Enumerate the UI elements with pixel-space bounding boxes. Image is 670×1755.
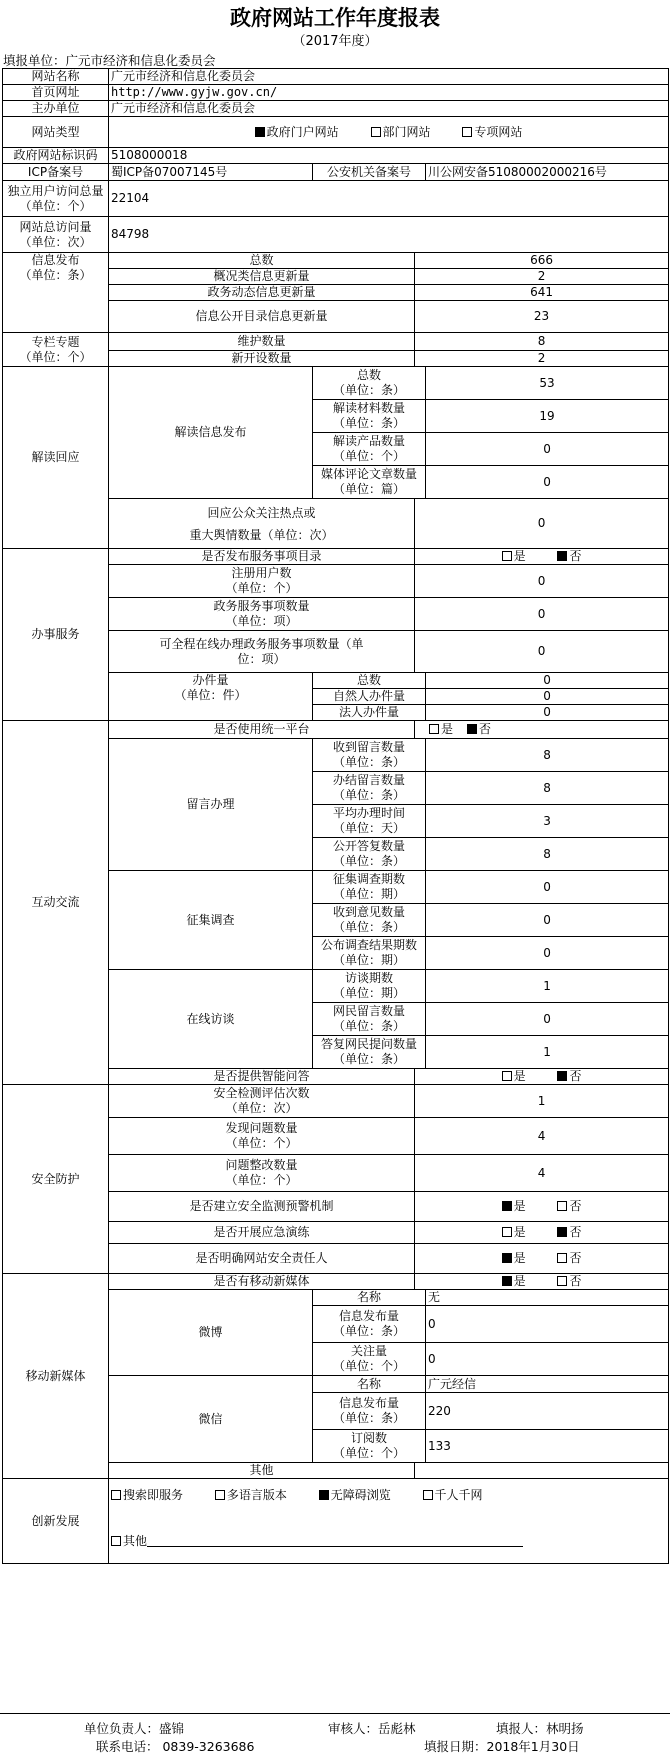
interpret-material-label: 解读材料数量 （单位：条） <box>313 400 426 433</box>
checkbox-checked-icon <box>319 1490 329 1500</box>
innovation-accessible: 无障碍浏览 <box>319 1488 391 1502</box>
interact-net-msg-value: 0 <box>426 1003 669 1036</box>
row-security-eval <box>3 1085 669 1118</box>
home-url-value: http://www.gyjw.gov.cn/ <box>109 85 669 101</box>
security-warning-options: 是 否 <box>415 1192 669 1222</box>
row-service-catalog <box>3 549 669 565</box>
footer-phone: 联系电话： 0839-3263686 <box>96 1739 255 1754</box>
security-drill-options: 是 否 <box>415 1222 669 1244</box>
interact-opinion-value: 0 <box>426 904 669 937</box>
wechat-name-value: 广元经信 <box>426 1376 669 1393</box>
row-icp <box>3 164 669 181</box>
innovation-personal: 千人千网 <box>423 1488 483 1502</box>
service-legal-value: 0 <box>426 705 669 721</box>
wechat-name-label: 名称 <box>313 1376 426 1393</box>
column-maintain-value: 8 <box>415 333 669 351</box>
interpret-product-value: 0 <box>426 433 669 466</box>
mobile-has-label: 是否有移动新媒体 <box>109 1274 415 1290</box>
service-handled-total-value: 0 <box>426 673 669 689</box>
pv-label: 网站总访问量 （单位：次） <box>3 217 109 253</box>
row-site-type <box>3 117 669 148</box>
wechat-pub-value: 220 <box>426 1393 669 1430</box>
checkbox-checked-icon <box>467 724 477 734</box>
icp-value: 蜀ICP备07007145号 <box>109 164 313 181</box>
report-table <box>2 68 669 1564</box>
interact-platform-options: 是 否 <box>415 721 669 739</box>
row-sponsor <box>3 101 669 117</box>
interact-received-label: 收到留言数量 （单位：条） <box>313 739 426 772</box>
checkbox-checked-icon <box>557 1227 567 1237</box>
service-online-label: 可全程在线办理政务服务事项数量（单 位：项） <box>109 631 415 673</box>
footer-reviewer: 审核人：岳彪林 <box>328 1721 416 1736</box>
weibo-fans-label: 关注量 （单位：个） <box>313 1343 426 1376</box>
service-handled-label: 办件量 （单位：件） <box>109 673 313 721</box>
interact-survey-count-value: 0 <box>426 871 669 904</box>
site-name-label: 网站名称 <box>3 69 109 85</box>
checkbox-empty-icon <box>429 724 439 734</box>
interpret-media-label: 媒体评论文章数量 （单位：篇） <box>313 466 426 499</box>
interact-avg-value: 3 <box>426 805 669 838</box>
security-duty-label: 是否明确网站安全责任人 <box>109 1244 415 1274</box>
site-type-label: 网站类型 <box>3 117 109 148</box>
service-handled-total-label: 总数 <box>313 673 426 689</box>
interact-opinion-label: 收到意见数量 （单位：条） <box>313 904 426 937</box>
info-pub-label: 信息发布 （单位：条） <box>3 253 109 333</box>
interpret-respond-value: 0 <box>415 499 669 549</box>
interpret-total-value: 53 <box>426 367 669 400</box>
interact-result-label: 公布调查结果期数 （单位：期） <box>313 937 426 970</box>
sponsor-value: 广元市经济和信息化委员会 <box>109 101 669 117</box>
checkbox-checked-icon <box>502 1276 512 1286</box>
row-column-maintain <box>3 333 669 351</box>
checkbox-empty-icon <box>111 1490 121 1500</box>
interaction-label: 互动交流 <box>3 721 109 1085</box>
service-registered-value: 0 <box>415 565 669 598</box>
info-overview-value: 2 <box>415 269 669 285</box>
checkbox-checked-icon <box>557 1071 567 1081</box>
mobile-other-value <box>415 1463 669 1479</box>
row-site-name <box>3 69 669 85</box>
security-drill-label: 是否开展应急演练 <box>109 1222 415 1244</box>
interact-answer-label: 答复网民提问数量 （单位：条） <box>313 1036 426 1069</box>
innovation-other: 其他 <box>111 1533 666 1549</box>
service-catalog-options: 是 否 <box>415 549 669 565</box>
innovation-other-blank <box>147 1535 523 1547</box>
row-innovation <box>3 1479 669 1564</box>
innovation-options <box>109 1479 669 1564</box>
interpret-label: 解读回应 <box>3 367 109 549</box>
interact-interview-count-value: 1 <box>426 970 669 1003</box>
security-label: 安全防护 <box>3 1085 109 1274</box>
column-maintain-label: 维护数量 <box>109 333 415 351</box>
site-id-label: 政府网站标识码 <box>3 148 109 164</box>
service-items-label: 政务服务事项数量 （单位：项） <box>109 598 415 631</box>
row-home-url <box>3 85 669 101</box>
interact-result-value: 0 <box>426 937 669 970</box>
row-site-id <box>3 148 669 164</box>
interact-qa-label: 是否提供智能问答 <box>109 1069 415 1085</box>
service-legal-label: 法人办件量 <box>313 705 426 721</box>
interpret-product-label: 解读产品数量 （单位：个） <box>313 433 426 466</box>
icp-label: ICP备案号 <box>3 164 109 181</box>
checkbox-empty-icon <box>502 1071 512 1081</box>
footer-date: 填报日期：2018年1月30日 <box>424 1739 580 1754</box>
checkbox-empty-icon <box>462 127 472 137</box>
sponsor-label: 主办单位 <box>3 101 109 117</box>
interact-avg-label: 平均办理时间 （单位：天） <box>313 805 426 838</box>
footer-leader: 单位负责人：盛锦 <box>84 1721 185 1736</box>
interpret-material-value: 19 <box>426 400 669 433</box>
wechat-pub-label: 信息发布量 （单位：条） <box>313 1393 426 1430</box>
mobile-has-options: 是 否 <box>415 1274 669 1290</box>
uv-value: 22104 <box>109 181 669 217</box>
service-items-value: 0 <box>415 598 669 631</box>
weibo-pub-label: 信息发布量 （单位：条） <box>313 1306 426 1343</box>
innovation-label: 创新发展 <box>3 1479 109 1564</box>
info-total-label: 总数 <box>109 253 415 269</box>
row-info-total <box>3 253 669 269</box>
home-url-label: 首页网址 <box>3 85 109 101</box>
checkbox-empty-icon <box>111 1536 121 1546</box>
service-registered-label: 注册用户数 （单位：个） <box>109 565 415 598</box>
checkbox-checked-icon <box>557 551 567 561</box>
interact-interview-count-label: 访谈期数 （单位：期） <box>313 970 426 1003</box>
interpret-media-value: 0 <box>426 466 669 499</box>
interact-survey-label: 征集调查 <box>109 871 313 970</box>
checkbox-empty-icon <box>557 1276 567 1286</box>
pv-value: 84798 <box>109 217 669 253</box>
checkbox-empty-icon <box>557 1201 567 1211</box>
footer-filler: 填报人：林明扬 <box>496 1721 584 1736</box>
security-found-label: 发现问题数量 （单位：个） <box>109 1118 415 1155</box>
report-title: 政府网站工作年度报表 <box>230 5 440 30</box>
security-eval-value: 1 <box>415 1085 669 1118</box>
checkbox-empty-icon <box>557 1253 567 1263</box>
row-pv <box>3 217 669 253</box>
column-label: 专栏专题 （单位：个） <box>3 333 109 367</box>
interact-done-label: 办结留言数量 （单位：条） <box>313 772 426 805</box>
security-duty-options: 是 否 <box>415 1244 669 1274</box>
row-mobile-has <box>3 1274 669 1290</box>
column-new-value: 2 <box>415 351 669 367</box>
row-uv <box>3 181 669 217</box>
row-interpret-total <box>3 367 669 400</box>
wechat-label: 微信 <box>109 1376 313 1463</box>
security-warning-label: 是否建立安全监测预警机制 <box>109 1192 415 1222</box>
service-online-value: 0 <box>415 631 669 673</box>
report-year: （2017年度） <box>292 34 378 49</box>
footer-divider <box>0 1713 670 1714</box>
checkbox-checked-icon <box>502 1201 512 1211</box>
info-news-label: 政务动态信息更新量 <box>109 285 415 301</box>
service-person-label: 自然人办件量 <box>313 689 426 705</box>
column-new-label: 新开设数量 <box>109 351 415 367</box>
checkbox-empty-icon <box>423 1490 433 1500</box>
weibo-pub-value: 0 <box>426 1306 669 1343</box>
wechat-sub-value: 133 <box>426 1430 669 1463</box>
site-id-value: 5108000018 <box>109 148 669 164</box>
interact-qa-options: 是 否 <box>415 1069 669 1085</box>
innovation-multilang: 多语言版本 <box>215 1488 287 1502</box>
filling-unit: 填报单位：广元市经济和信息化委员会 <box>3 53 216 68</box>
interact-survey-count-label: 征集调查期数 （单位：期） <box>313 871 426 904</box>
interact-platform-label: 是否使用统一平台 <box>109 721 415 739</box>
security-fixed-label: 问题整改数量 （单位：个） <box>109 1155 415 1192</box>
site-name-value: 广元市经济和信息化委员会 <box>109 69 669 85</box>
interpret-total-label: 总数 （单位：条） <box>313 367 426 400</box>
weibo-name-value: 无 <box>426 1290 669 1306</box>
site-type-special: 专项网站 <box>462 125 522 140</box>
weibo-name-label: 名称 <box>313 1290 426 1306</box>
interact-public-label: 公开答复数量 （单位：条） <box>313 838 426 871</box>
innovation-search: 搜索即服务 <box>111 1488 183 1502</box>
checkbox-empty-icon <box>371 127 381 137</box>
police-label: 公安机关备案号 <box>313 164 426 181</box>
interpret-respond-label: 回应公众关注热点或 重大舆情数量（单位：次） <box>109 499 415 549</box>
site-type-options <box>109 117 669 148</box>
checkbox-empty-icon <box>215 1490 225 1500</box>
interact-net-msg-label: 网民留言数量 （单位：条） <box>313 1003 426 1036</box>
security-fixed-value: 4 <box>415 1155 669 1192</box>
interact-public-value: 8 <box>426 838 669 871</box>
interact-answer-value: 1 <box>426 1036 669 1069</box>
security-found-value: 4 <box>415 1118 669 1155</box>
mobile-other-label: 其他 <box>109 1463 415 1479</box>
weibo-fans-value: 0 <box>426 1343 669 1376</box>
security-eval-label: 安全检测评估次数 （单位：次） <box>109 1085 415 1118</box>
interact-received-value: 8 <box>426 739 669 772</box>
service-person-value: 0 <box>426 689 669 705</box>
interact-interview-label: 在线访谈 <box>109 970 313 1069</box>
info-overview-label: 概况类信息更新量 <box>109 269 415 285</box>
site-type-department: 部门网站 <box>371 125 431 140</box>
interpret-sub-label: 解读信息发布 <box>109 367 313 499</box>
mobile-label: 移动新媒体 <box>3 1274 109 1479</box>
info-catalog-value: 23 <box>415 301 669 333</box>
uv-label: 独立用户访问总量 （单位：个） <box>3 181 109 217</box>
info-news-value: 641 <box>415 285 669 301</box>
interact-done-value: 8 <box>426 772 669 805</box>
info-catalog-label: 信息公开目录信息更新量 <box>109 301 415 333</box>
site-type-portal: 政府门户网站 <box>255 125 339 140</box>
checkbox-empty-icon <box>502 551 512 561</box>
weibo-label: 微博 <box>109 1290 313 1376</box>
checkbox-checked-icon <box>255 127 265 137</box>
checkbox-empty-icon <box>502 1227 512 1237</box>
interact-message-label: 留言办理 <box>109 739 313 871</box>
service-label: 办事服务 <box>3 549 109 721</box>
wechat-sub-label: 订阅数 （单位：个） <box>313 1430 426 1463</box>
service-catalog-label: 是否发布服务事项目录 <box>109 549 415 565</box>
checkbox-checked-icon <box>502 1253 512 1263</box>
police-value: 川公网安备51080002000216号 <box>426 164 669 181</box>
row-interact-platform <box>3 721 669 739</box>
info-total-value: 666 <box>415 253 669 269</box>
